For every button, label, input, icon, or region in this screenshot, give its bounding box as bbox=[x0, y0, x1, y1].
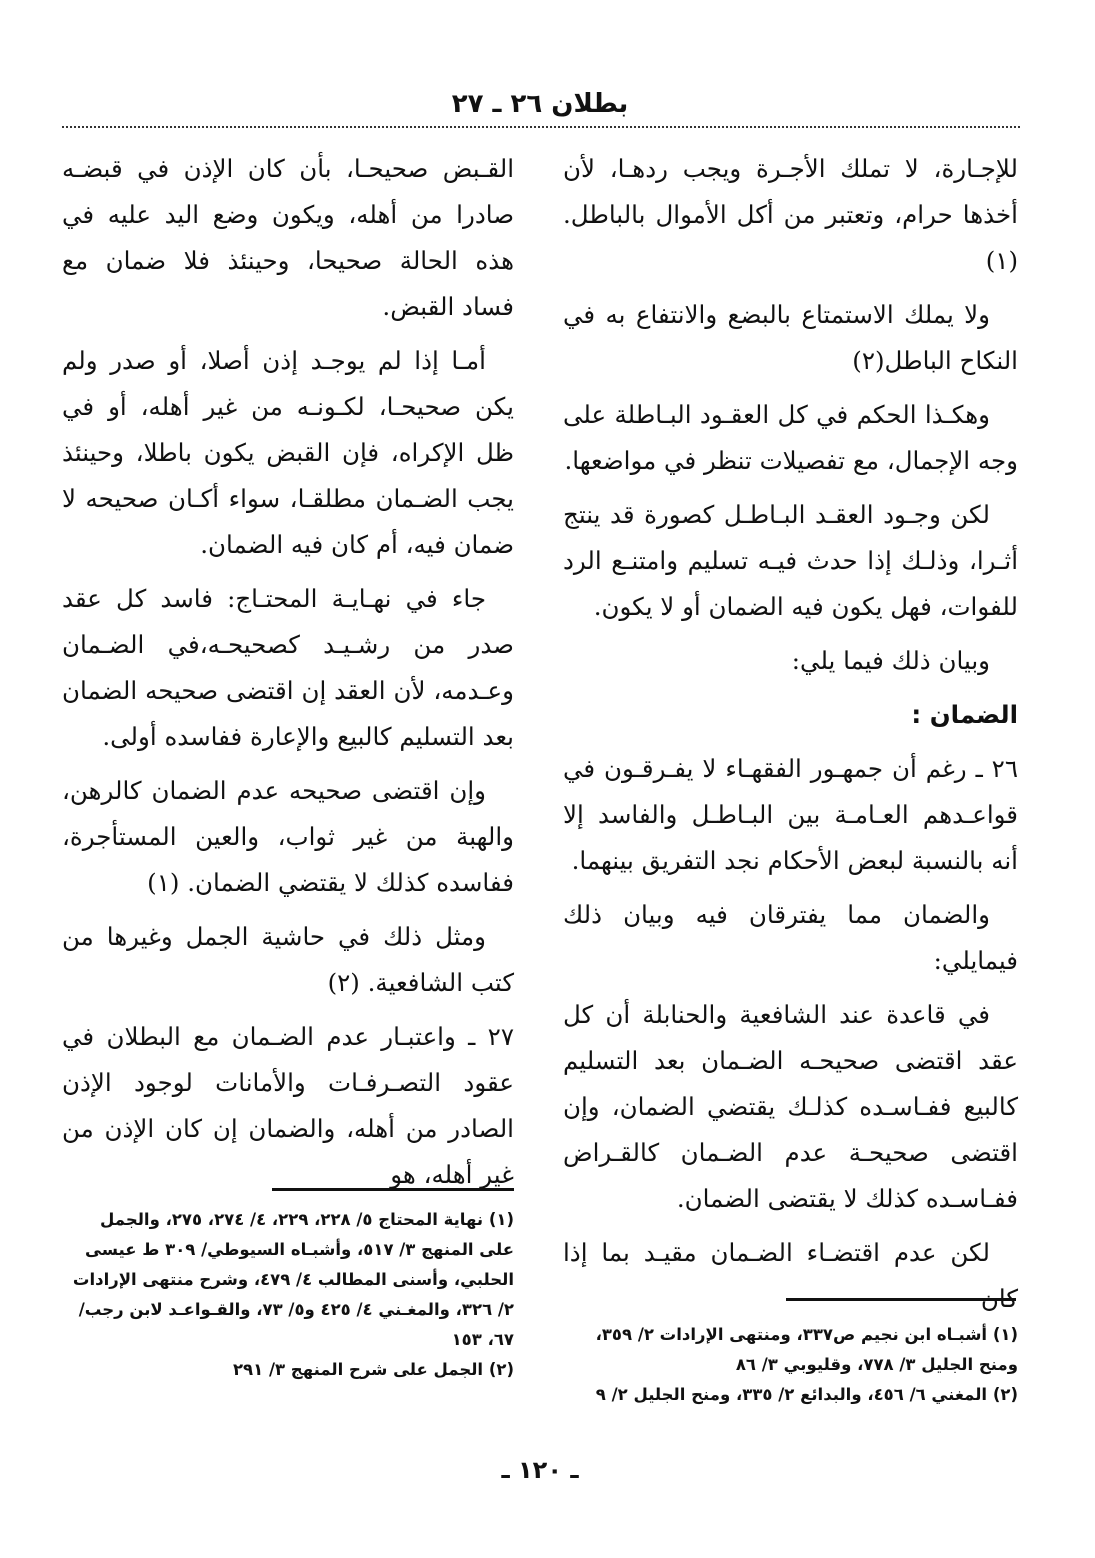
paragraph: ٢٦ ـ رغم أن جمهـور الفقهـاء لا يفـرقـون في قواعـدهم العـامـة بين البـاطـل والفاسد إلا أنه بالنسبة لبعض الأحكام نجد التفريق بينهما. bbox=[563, 754, 1018, 875]
running-header: بطلان ٢٦ ـ ٢٧ bbox=[451, 89, 629, 119]
footnote: (٢) الجمل على شرح المنهج ٣/ ٢٩١ bbox=[232, 1360, 514, 1379]
footnote-separator bbox=[272, 1188, 514, 1191]
paragraph: ولا يملك الاستمتاع بالبضع والانتفاع به في النكاح الباطل(٢) bbox=[563, 300, 1018, 375]
right-column bbox=[563, 146, 1018, 1330]
paragraph: لكن عدم اقتضـاء الضـمان مقيـد بما إذا كان bbox=[563, 1238, 1018, 1313]
paragraph: القـبض صحيحـا، بأن كان الإذن في قبضـه صادرا من أهله، ويكون وضع اليد عليه في هذه الحالة صحيحا، وحينئذ فلا ضمان مع فساد القبض. bbox=[62, 154, 514, 321]
footnote: (١) أشبـاه ابن نجيم ص٣٣٧، ومنتهى الإرادات ٢/ ٣٥٩، ومنح الجليل ٣/ ٧٧٨، وقليوبي ٣/ ٨٦ bbox=[595, 1325, 1018, 1374]
footnote-separator bbox=[786, 1298, 1016, 1301]
left-column bbox=[62, 146, 514, 1206]
footnote: (١) نهاية المحتاج ٥/ ٢٢٨، ٢٢٩، ٤/ ٢٧٤، ٢٧٥، والجمل على المنهج ٣/ ٥١٧، وأشبـاه السيوطي/ ٣٠٩ ط عيسى الحلبي، وأسنى المطالب ٤/ ٤٧٩، وشرح منتهى الإرادات ٢/ ٣٢٦، والمغـني ٤/ ٤٢٥ و٥/ ٧٣، والقـواعـد لابن رجب/ ٦٧، ١٥٣ bbox=[72, 1210, 514, 1349]
paragraph: لكن وجـود العقـد البـاطـل كصورة قد ينتج أثـرا، وذلـك إذا حدث فيـه تسليم وامتنـع الرد للفوات، فهل يكون فيه الضمان أو لا يكون. bbox=[563, 500, 1018, 621]
paragraph: وهكـذا الحكم في كل العقـود البـاطلة على وجه الإجمال، مع تفصيلات تنظر في مواضعها. bbox=[563, 400, 1018, 475]
page-number: ـ ١٢٠ ـ bbox=[501, 1456, 579, 1484]
right-footnotes bbox=[563, 1320, 1018, 1410]
paragraph: في قاعدة عند الشافعية والحنابلة أن كل عقد اقتضى صحيحـه الضـمان بعد التسليم كالبيع ففـاسـده كذلـك يقتضي الضمان، وإن اقتضى صحيحـة عدم الضـمان كالقـراض ففـاسـده كذلك لا يقتضى الضمان. bbox=[563, 1000, 1018, 1213]
paragraph: وإن اقتضى صحيحه عدم الضمان كالرهن، والهبة من غير ثواب، والعين المستأجرة، ففاسده كذلك لا يقتضي الضمان. (١) bbox=[62, 776, 514, 897]
paragraph: وبيان ذلك فيما يلي: bbox=[791, 646, 990, 675]
paragraph: أمـا إذا لم يوجـد إذن أصلا، أو صدر ولم يكن صحيحـا، لكـونـه من غير أهله، أو في ظل الإكراه، فإن القبض يكون باطلا، وحينئذ يجب الضـمان مطلقـا، سواء أكـان صحيحه لا ضمان فيه، أم كان فيه الضمان. bbox=[62, 346, 514, 559]
paragraph: جاء في نهـايـة المحتـاج: فاسد كل عقد صدر من رشـيـد كصحيحـه،في الضـمان وعـدمه، لأن العقد إن اقتضى صحيحه الضمان بعد التسليم كالبيع والإعارة ففاسده أولى. bbox=[62, 584, 514, 751]
paragraph: للإجـارة، لا تملك الأجـرة ويجب ردهـا، لأن أخذها حرام، وتعتبر من أكل الأموال بالباطل. (١) bbox=[563, 154, 1018, 275]
paragraph: والضمان مما يفترقان فيه وبيان ذلك فيمايلي: bbox=[563, 900, 1018, 975]
paragraph: ٢٧ ـ واعتبـار عدم الضـمان مع البطلان في عقود التصـرفـات والأمانات لوجود الإذن الصادر من أهله، والضمان إن كان الإذن من غير أهله، هو bbox=[62, 1022, 514, 1189]
header-dotted-rule bbox=[62, 126, 1020, 128]
section-heading: الضمان : bbox=[911, 700, 1018, 729]
footnote: (٢) المغني ٦/ ٤٥٦، والبدائع ٢/ ٣٣٥، ومنح الجليل ٢/ ٩ bbox=[595, 1385, 1018, 1404]
left-footnotes bbox=[62, 1205, 514, 1385]
paragraph: ومثل ذلك في حاشية الجمل وغيرها من كتب الشافعية. (٢) bbox=[62, 922, 514, 997]
